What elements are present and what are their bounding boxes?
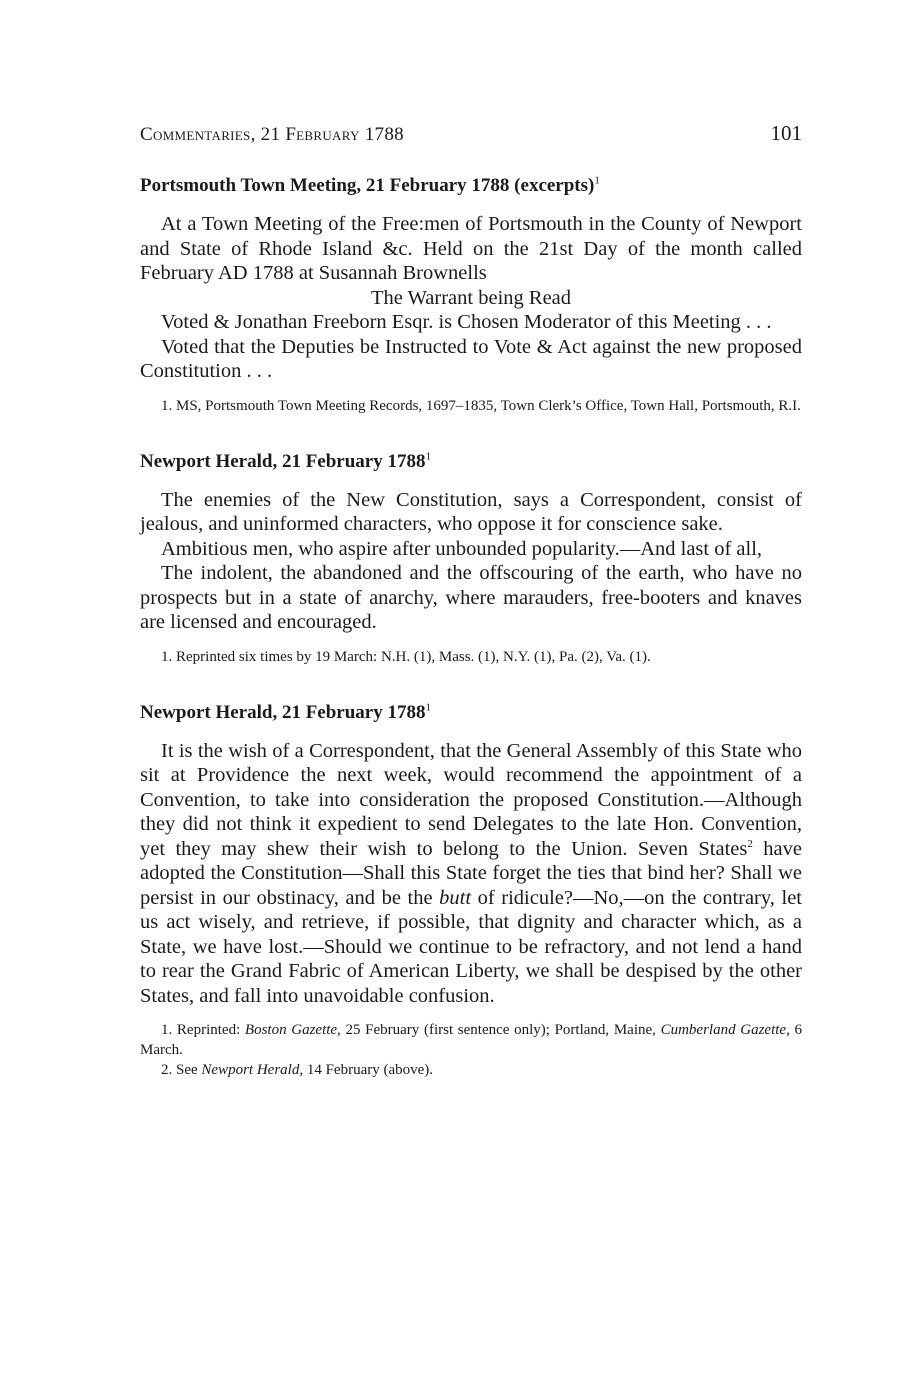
footnote: 2. See Newport Herald, 14 February (above). xyxy=(161,1062,434,1078)
paragraph: Voted that the Deputies be Instructed to Vote & Act against the new proposed Constitution . . . xyxy=(140,335,802,382)
section-heading: Portsmouth Town Meeting, 21 February 1788 (excerpts)$^1$ xyxy=(140,174,600,196)
footnote-ref: 2 xyxy=(747,837,753,850)
footnote-ref: 1 xyxy=(425,450,431,463)
footnotes xyxy=(140,1020,802,1080)
page xyxy=(140,120,802,1112)
footnote: 1. MS, Portsmouth Town Meeting Records, 1697–1835, Town Clerk’s Office, Town Hall, Portsmouth, R.I. xyxy=(161,397,801,414)
paragraph: The Warrant being Read xyxy=(370,286,572,309)
running-title: Commentaries, 21 February 1788 xyxy=(140,124,404,145)
footnotes xyxy=(140,647,802,667)
section-newport-herald-1 xyxy=(140,448,802,667)
footnote-ref: 1 xyxy=(594,174,600,187)
paragraph: Ambitious men, who aspire after unbounded popularity.—And last of all, xyxy=(161,537,763,560)
paragraph: At a Town Meeting of the Free:men of Portsmouth in the County of Newport and State of Rhode Island &c. Held on the 21st Day of the month called February AD 1788 at Susannah Brownells xyxy=(140,213,802,284)
paragraph: It is the wish of a Correspondent, that the General Assembly of this State who sit at Providence the next week, would recommend the appointment of a Convention, to take into consideration the proposed Constitution.—Although they did not think it expedient to send Delegates to the late Hon. Convention, yet they may shew their wish to belong to the Union. Seven States$^2$ have adopted the Constitution—Shall this State forget the ties that bind her? Shall we persist in our obstinacy, and be the butt of ridicule?—No,—on the contrary, let us act wisely, and retrieve, if possible, that dignity and character which, as a State, we have lost.—Should we continue to be refractory, and not lend a hand to rear the Grand Fabric of American Liberty, we shall be despised by the other States, and fall into unavoidable confusion. xyxy=(140,739,803,1007)
section-body xyxy=(140,739,802,1009)
section-portsmouth-town-meeting xyxy=(140,172,802,416)
section-heading: Newport Herald, 21 February 1788$^1$ xyxy=(140,701,431,723)
footnotes xyxy=(140,396,802,416)
section-body xyxy=(140,488,802,635)
page-number: 101 xyxy=(770,121,802,145)
paragraph: Voted & Jonathan Freeborn Esqr. is Chosen Moderator of this Meeting . . . xyxy=(161,311,772,333)
paragraph: The indolent, the abandoned and the offscouring of the earth, who have no prospects but in a state of anarchy, where marauders, free-booters and knaves are licensed and encouraged. xyxy=(140,562,802,633)
footnote: 1. Reprinted six times by 19 March: N.H. (1), Mass. (1), N.Y. (1), Pa. (2), Va. (1). xyxy=(161,648,651,665)
footnote: 1. Reprinted: Boston Gazette, 25 February (first sentence only); Portland, Maine, Cumberland Gazette, 6 March. xyxy=(140,1022,802,1058)
section-body xyxy=(140,212,802,384)
section-newport-herald-2 xyxy=(140,699,802,1081)
paragraph: The enemies of the New Constitution, says a Correspondent, consist of jealous, and uninformed characters, who oppose it for conscience sake. xyxy=(140,488,802,535)
footnote-ref: 1 xyxy=(425,701,431,714)
running-head xyxy=(140,120,802,148)
section-heading: Newport Herald, 21 February 1788$^1$ xyxy=(140,450,431,472)
